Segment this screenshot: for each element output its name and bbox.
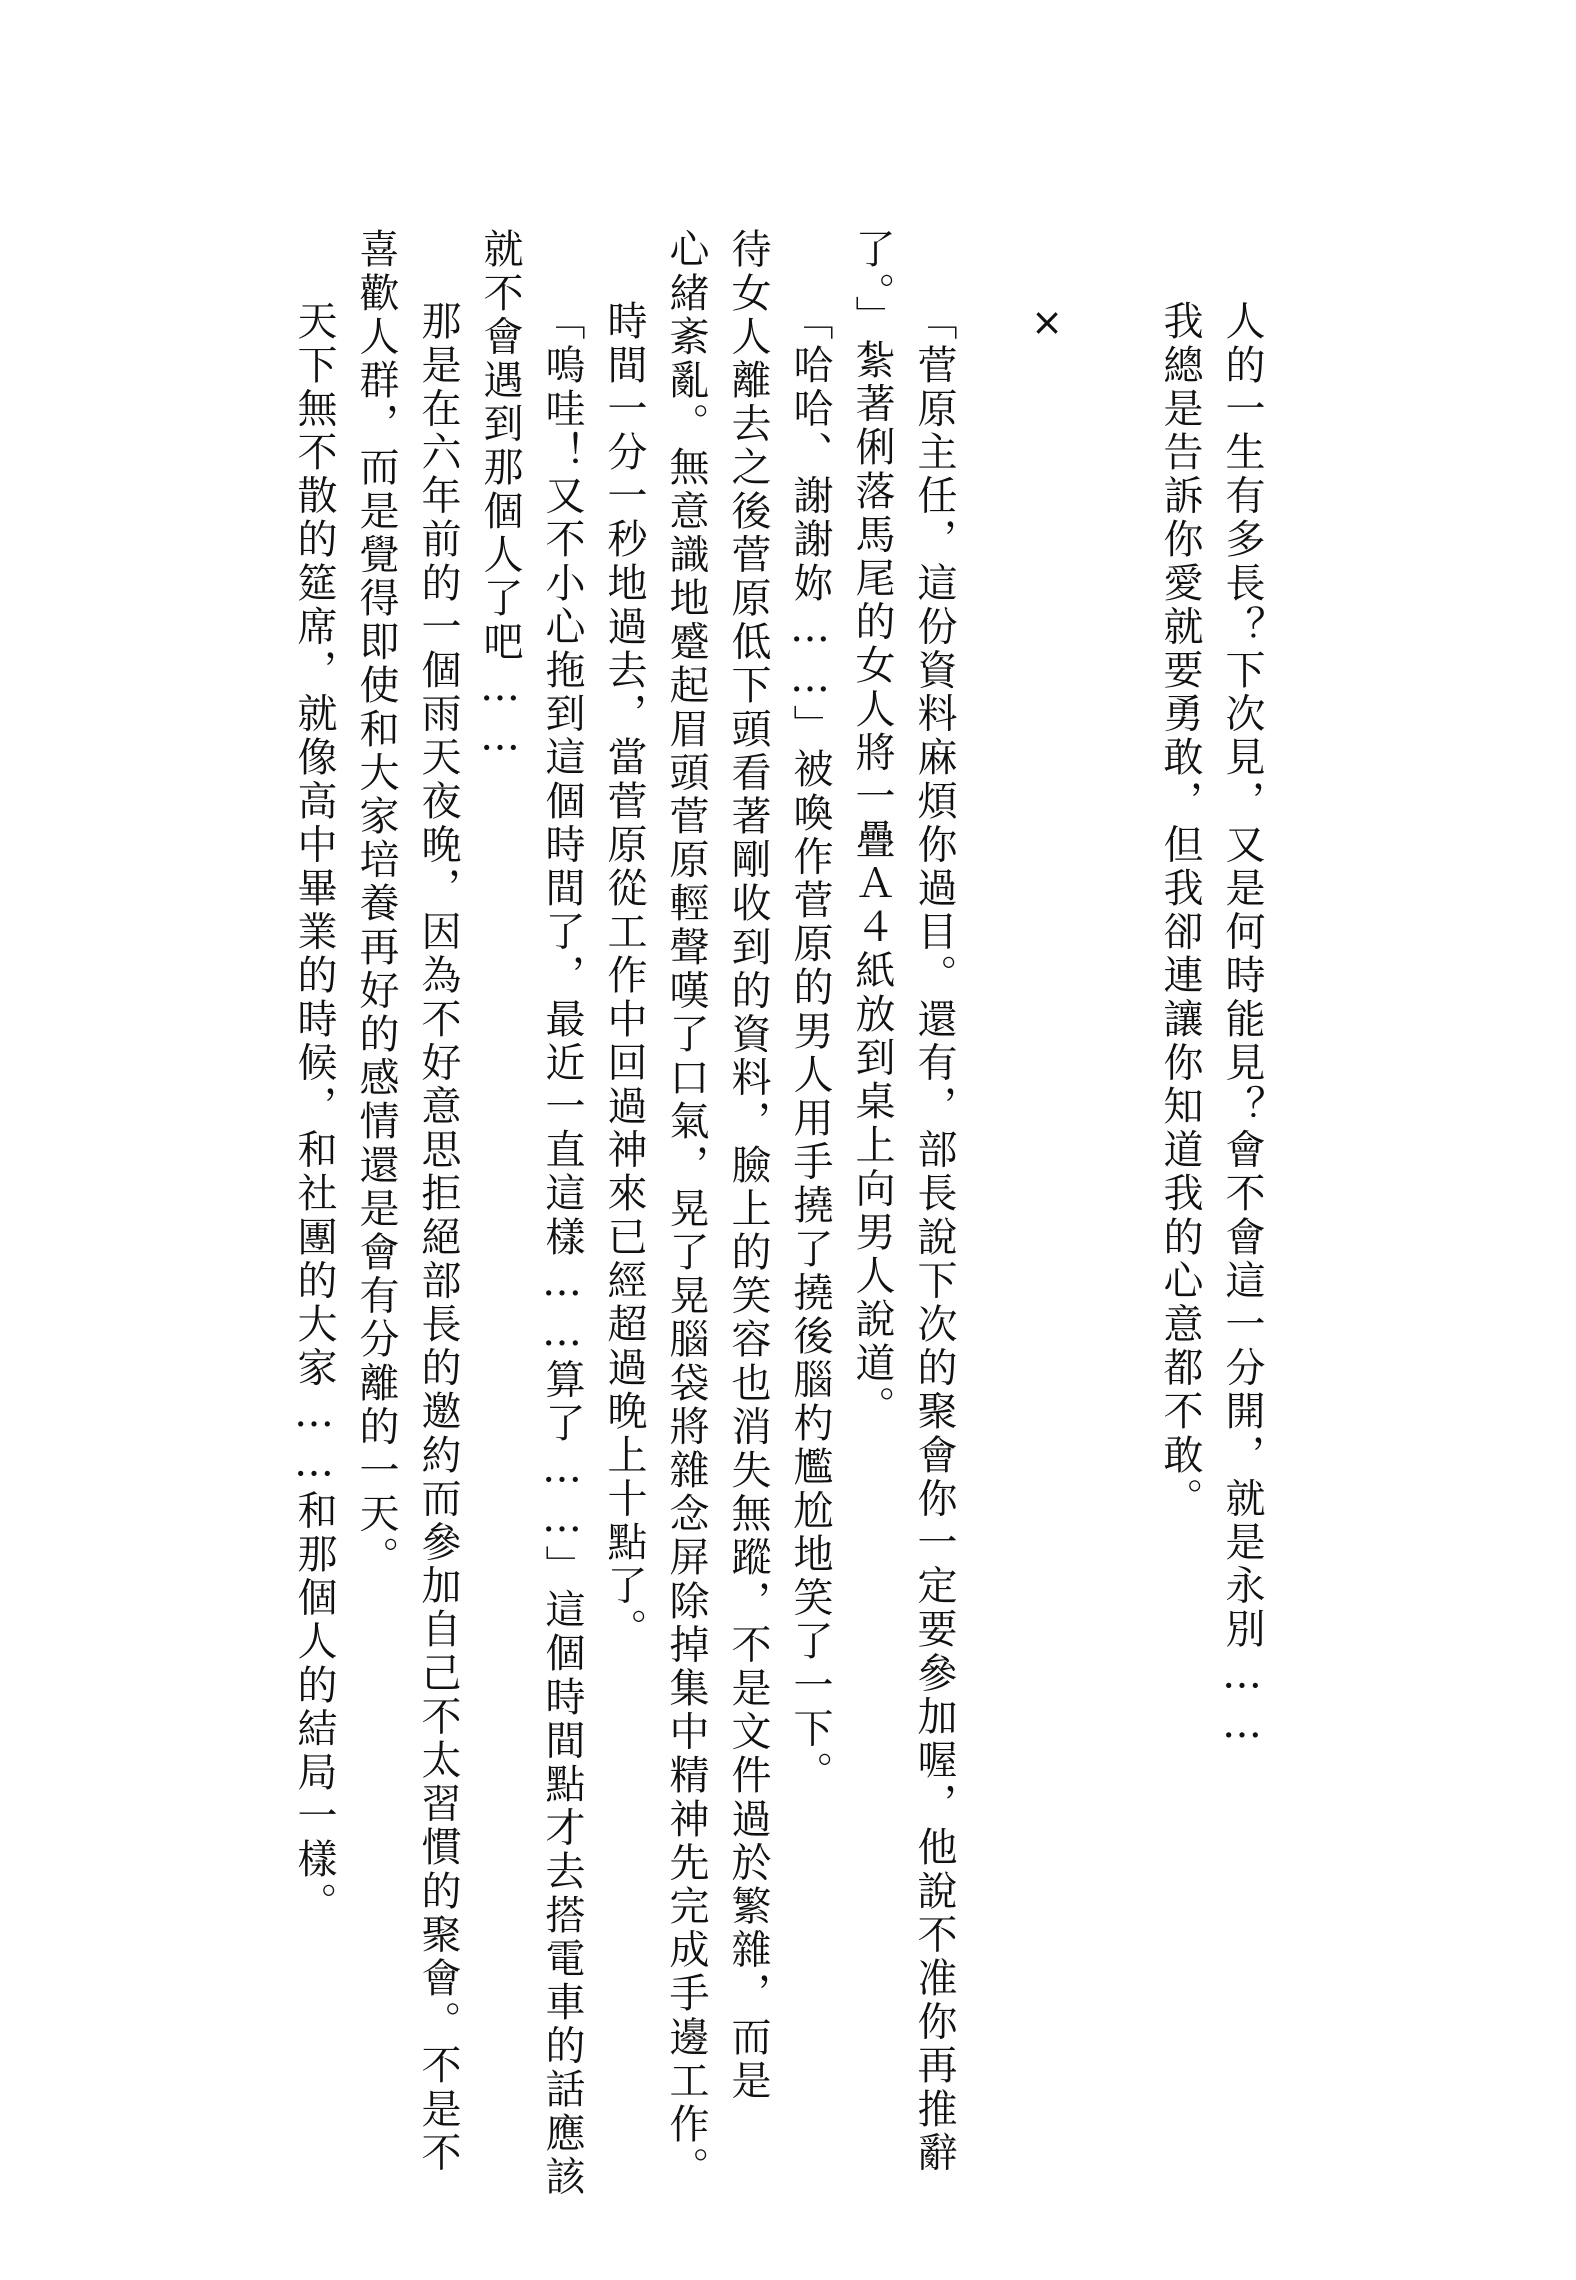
section-separator: × <box>1031 300 1063 344</box>
text-line-4: 了。」紮著俐落馬尾的女人將一疊Ａ４紙放到桌上向男人說道。 <box>849 228 895 1429</box>
text-line-11: 那是在六年前的一個雨天夜晚，因為不好意思拒絕部長的邀約而參加自己不太習慣的聚會。不是不 <box>415 300 461 2175</box>
text-line-1: 人的一生有多長？下次見，又是何時能見？會不會這一分開，就是永別…… <box>1219 300 1265 1751</box>
text-line-5: 「哈哈、謝謝妳……」被喚作菅原的男人用手撓了撓後腦杓尷尬地笑了一下。 <box>787 300 833 1795</box>
text-line-8: 時間一分一秒地過去，當菅原從工作中回過神來已經超過晚上十點了。 <box>601 300 647 1652</box>
text-line-3: 「菅原主任，這份資料麻煩你過目。還有，部長說下次的聚會你一定要參加喔，他說不准你再推辭 <box>911 300 957 2175</box>
text-line-7: 心緒紊亂。無意識地蹙起眉頭菅原輕聲嘆了口氣，晃了晃腦袋將雜念屏除掉集中精神先完成手邊工作。 <box>663 228 709 2190</box>
text-line-6: 待女人離去之後菅原低下頭看著剛收到的資料，臉上的笑容也消失無蹤，不是文件過於繁雜，而是 <box>725 228 771 2103</box>
text-line-9: 「嗚哇！又不小心拖到這個時間了，最近一直這樣……算了……」這個時間點才去搭電車的話應該 <box>539 300 585 2199</box>
text-line-12: 喜歡人群，而是覺得即使和大家培養再好的感情還是會有分離的一天。 <box>353 228 399 1580</box>
text-line-10: 就不會遇到那個人了吧…… <box>477 228 523 764</box>
text-line-13: 天下無不散的筵席，就像高中畢業的時候，和社團的大家……和那個人的結局一樣。 <box>291 300 337 1926</box>
text-line-2: 我總是告訴你愛就要勇敢，但我卻連讓你知道我的心意都不敢。 <box>1157 300 1203 1521</box>
